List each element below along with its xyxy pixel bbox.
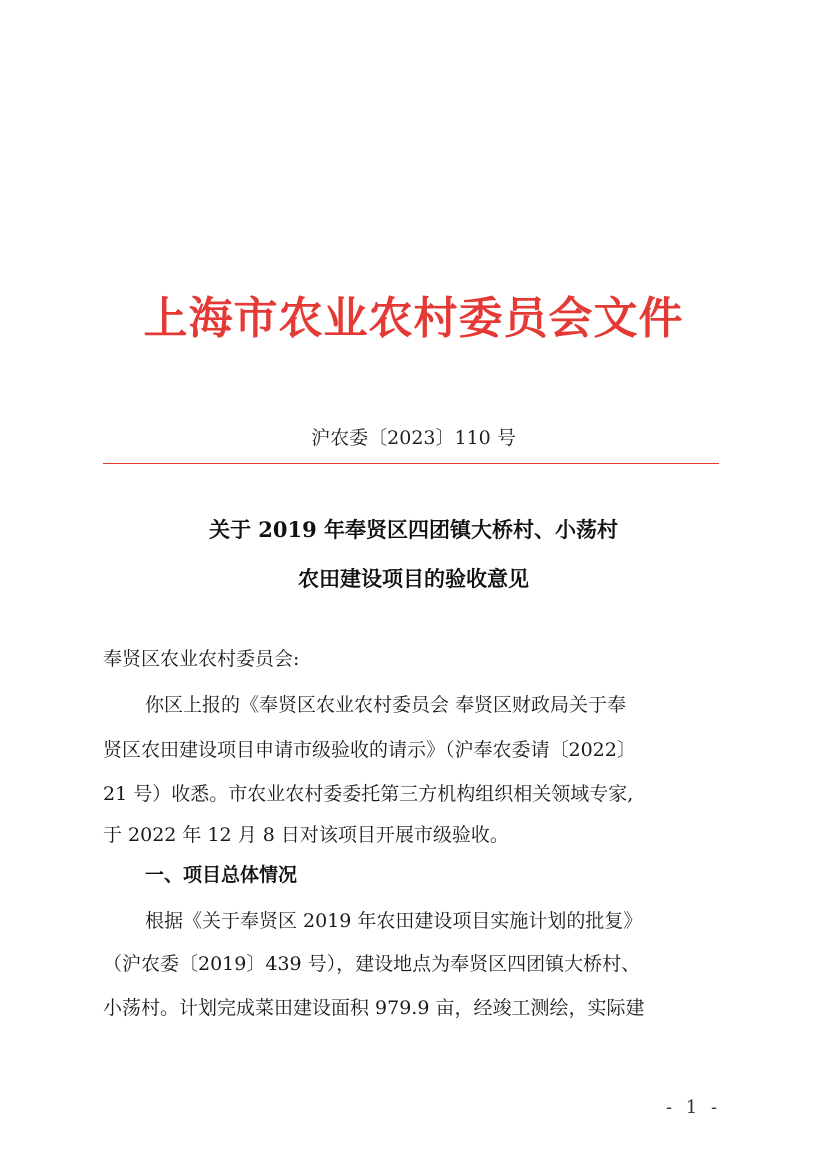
masthead-divider	[103, 463, 719, 464]
body-paragraph-2-line-2: （沪农委〔2019〕439 号），建设地点为奉贤区四团镇大桥村、	[103, 953, 641, 975]
document-masthead: 上海市农业农村委员会文件	[143, 293, 684, 344]
document-number: 沪农委〔2023〕110 号	[311, 427, 516, 449]
addressee: 奉贤区农业农村委员会:	[103, 648, 300, 670]
section-heading-1: 一、项目总体情况	[145, 864, 298, 886]
document-title-line-2: 农田建设项目的验收意见	[298, 566, 529, 591]
body-paragraph-1-line-3: 21 号）收悉。市农业农村委委托第三方机构组织相关领域专家,	[103, 783, 634, 805]
document-title-line-1: 关于 2019 年奉贤区四团镇大桥村、小荡村	[208, 517, 619, 542]
body-paragraph-1-line-2: 贤区农田建设项目申请市级验收的请示》（沪奉农委请〔2022〕	[103, 739, 636, 761]
body-paragraph-2-line-3: 小荡村。计划完成菜田建设面积 979.9 亩，经竣工测绘，实际建	[103, 997, 645, 1019]
page-number: - 1 -	[666, 1097, 722, 1118]
body-paragraph-1-line-1: 你区上报的《奉贤区农业农村委员会 奉贤区财政局关于奉	[145, 694, 627, 716]
body-paragraph-2-line-1: 根据《关于奉贤区 2019 年农田建设项目实施计划的批复》	[145, 910, 643, 932]
body-paragraph-1-line-4: 于 2022 年 12 月 8 日对该项目开展市级验收。	[103, 824, 509, 846]
